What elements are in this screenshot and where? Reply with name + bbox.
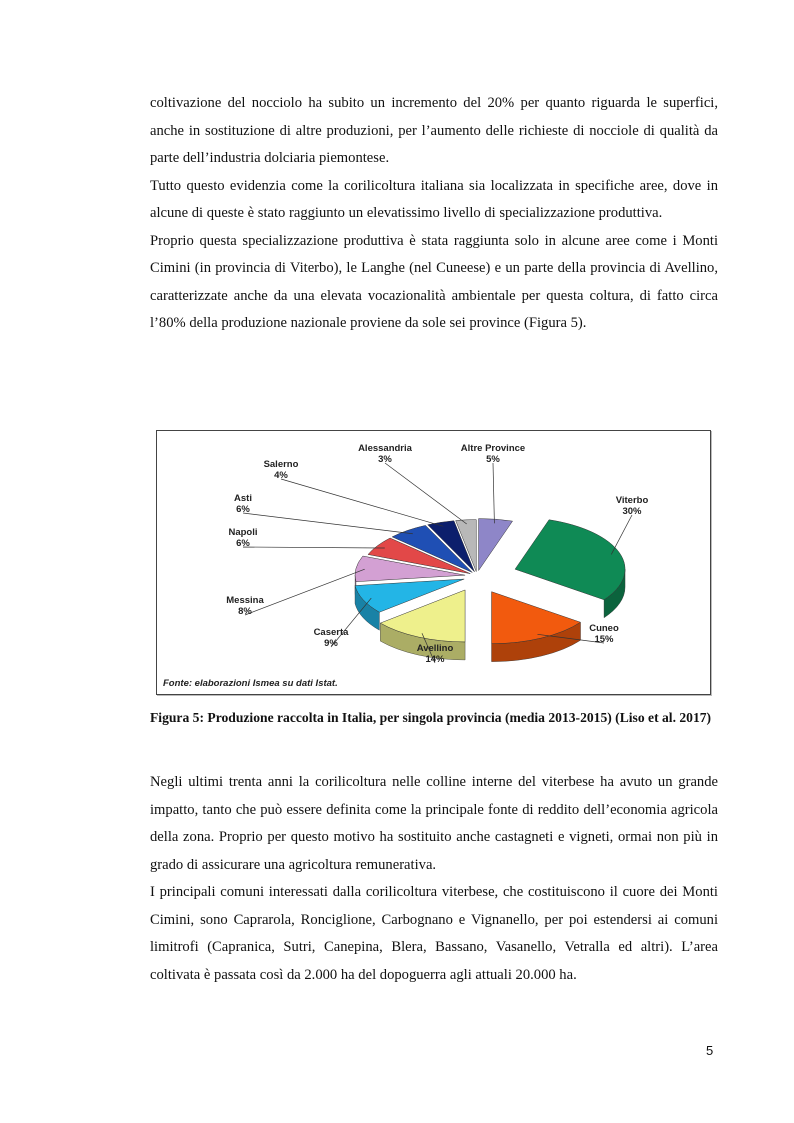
slice-label: Napoli <box>228 527 258 538</box>
slice-value-label: 6% <box>236 538 250 549</box>
slice-label: Alessandria <box>358 443 412 454</box>
pie-chart <box>157 431 710 694</box>
slice-value-label: 8% <box>238 606 252 617</box>
paragraph: Tutto questo evidenzia come la corilicoltura italiana sia localizzata in specifiche aree, dove in alcune di queste è stato raggiunto un elevatissimo livello di specializzazione produttiva. <box>150 177 718 221</box>
leader-line <box>243 513 413 534</box>
body-text-top <box>150 90 718 338</box>
pie-slice-altre-province <box>479 519 513 571</box>
page-number: 5 <box>706 1043 714 1058</box>
slice-value-label: 9% <box>324 638 338 649</box>
paragraph: Proprio questa specializzazione produttiva è stata raggiunta solo in alcune aree come i Monti Cimini (in provincia di Viterbo), le Langhe (nel Cuneese) e un parte della provincia di Avellino, caratterizzate anche da una elevata vocazionalità ambientale per questa coltura, di fatto circa l’80% della produzione nazionale proviene da sole sei province (Figura 5). <box>150 232 718 331</box>
pie-slice-viterbo <box>515 520 625 600</box>
paragraph: Negli ultimi trenta anni la corilicoltura nelle colline interne del viterbese ha avuto un grande impatto, tanto che può essere definita come la principale fonte di reddito dell’economia agricola della zona. Proprio per questo motivo ha sostituito anche castagneti e vigneti, ormai non più in grado di assicurare una agricoltura remunerativa. <box>150 774 718 873</box>
slice-value-label: 3% <box>378 454 392 465</box>
figure-source-note: Fonte: elaborazioni Ismea su dati Istat. <box>163 678 338 689</box>
figure-5 <box>156 430 711 695</box>
slice-label: Salerno <box>263 459 299 470</box>
slice-value-label: 15% <box>594 634 614 645</box>
slice-value-label: 4% <box>274 470 288 481</box>
leader-line <box>243 547 385 548</box>
slice-label: Altre Province <box>460 443 526 454</box>
leader-line <box>245 569 365 615</box>
slice-value-label: 6% <box>236 504 250 515</box>
paragraph: I principali comuni interessati dalla corilicoltura viterbese, che costituiscono il cuore dei Monti Cimini, sono Caprarola, Ronciglione, Carbognano e Vignanello, per poi estendersi ai comuni limitrofi (Capranica, Sutri, Canepina, Blera, Bassano, Vasanello, Vetralla ed altri). L’area coltivata è passata così da 2.000 ha del dopoguerra agli attuali 20.000 ha. <box>150 884 718 983</box>
slice-label: Asti <box>234 493 252 504</box>
slice-value-label: 14% <box>425 654 445 665</box>
figure-caption: Figura 5: Produzione raccolta in Italia, per singola provincia (media 2013-2015) (Liso et al. 2017) <box>150 710 712 725</box>
leader-line <box>493 463 494 523</box>
slice-label: Avellino <box>416 643 454 654</box>
paragraph: coltivazione del nocciolo ha subito un incremento del 20% per quanto riguarda le superfici, anche in sostituzione di altre produzioni, per l’aumento delle richieste di nocciole di qualità da parte dell’industria dolciaria piemontese. <box>150 95 718 166</box>
leader-line <box>281 479 443 526</box>
body-text-bottom <box>150 769 718 989</box>
slice-label: Caserta <box>313 627 349 638</box>
leader-line <box>385 463 467 524</box>
slice-label: Viterbo <box>615 495 649 506</box>
slice-label: Messina <box>226 595 264 606</box>
leader-line <box>611 515 632 554</box>
slice-value-label: 5% <box>486 454 500 465</box>
slice-value-label: 30% <box>622 506 642 517</box>
slice-label: Cuneo <box>589 623 619 634</box>
